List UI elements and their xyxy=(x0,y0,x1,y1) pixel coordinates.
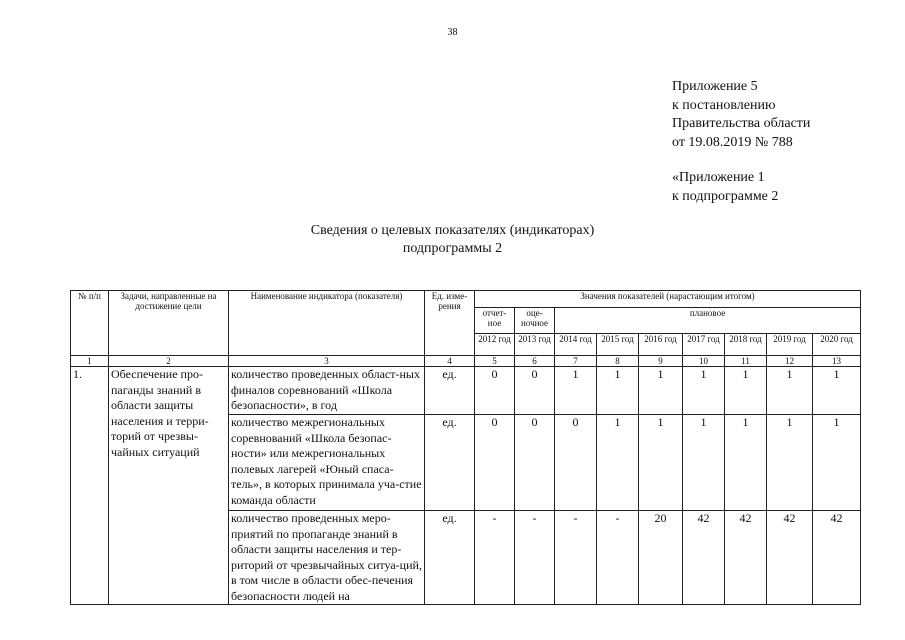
value-cell: 42 xyxy=(767,511,813,605)
year-header: 2019 год xyxy=(767,334,813,356)
value-cell: 1 xyxy=(725,415,767,511)
column-number: 10 xyxy=(683,356,725,367)
column-number: 13 xyxy=(813,356,861,367)
appendix-block xyxy=(672,78,810,206)
value-cell: 0 xyxy=(515,367,555,415)
value-cell: - xyxy=(475,511,515,605)
value-cell: - xyxy=(597,511,639,605)
column-number: 7 xyxy=(555,356,597,367)
table-row xyxy=(71,367,861,415)
value-cell: 42 xyxy=(725,511,767,605)
header-planned: плановое xyxy=(555,308,861,334)
year-header: 2020 год xyxy=(813,334,861,356)
column-number: 6 xyxy=(515,356,555,367)
year-header: 2014 год xyxy=(555,334,597,356)
appendix-line: Приложение 5 xyxy=(672,79,758,94)
indicator-cell: количество межрегиональных соревнований «Школа безопас-ности» или межрегиональных полевых лагерей «Юный спаса-тель», в которых принимала уча-стие команда области xyxy=(229,415,425,511)
value-cell: 1 xyxy=(597,367,639,415)
header-values: Значения показателей (нарастающим итогом) xyxy=(475,291,861,308)
indicator-cell: количество проведенных меро-приятий по пропаганде знаний в области защиты населения и тер-риторий от чрезвычайных ситуа-ций, в том числе в области обес-печения безопасности людей на xyxy=(229,511,425,605)
unit-cell: ед. xyxy=(425,415,475,511)
value-cell: 1 xyxy=(683,415,725,511)
value-cell: 1 xyxy=(813,367,861,415)
value-cell: 1 xyxy=(683,367,725,415)
year-header: 2012 год xyxy=(475,334,515,356)
document-title xyxy=(0,222,905,258)
column-number: 2 xyxy=(109,356,229,367)
value-cell: 1 xyxy=(725,367,767,415)
value-cell: 1 xyxy=(555,367,597,415)
year-header: 2013 год xyxy=(515,334,555,356)
appendix-line: Правительства области xyxy=(672,116,811,131)
task-cell: Обеспечение про-паганды знаний в области защиты населения и терри-торий от чрезвы-чайных ситуаций xyxy=(109,367,229,605)
header-no: № п/п xyxy=(71,291,109,356)
header-indicator: Наименование индикатора (показателя) xyxy=(229,291,425,356)
column-number: 11 xyxy=(725,356,767,367)
year-header: 2018 год xyxy=(725,334,767,356)
appendix-line: от 19.08.2019 № 788 xyxy=(672,134,793,150)
header-estimated: оце-ночное xyxy=(515,308,555,334)
sub-appendix-line: «Приложение 1 xyxy=(672,170,765,185)
year-header: 2017 год xyxy=(683,334,725,356)
column-number: 3 xyxy=(229,356,425,367)
value-cell: - xyxy=(515,511,555,605)
value-cell: 1 xyxy=(597,415,639,511)
indicators-table xyxy=(70,290,861,605)
value-cell: 1 xyxy=(813,415,861,511)
header-tasks: Задачи, направленные на достижение цели xyxy=(109,291,229,356)
value-cell: 42 xyxy=(813,511,861,605)
value-cell: 0 xyxy=(475,415,515,511)
value-cell: 1 xyxy=(639,367,683,415)
value-cell: 42 xyxy=(683,511,725,605)
title-line: подпрограммы 2 xyxy=(402,241,503,256)
column-number: 5 xyxy=(475,356,515,367)
value-cell: 20 xyxy=(639,511,683,605)
column-number: 8 xyxy=(597,356,639,367)
value-cell: 0 xyxy=(475,367,515,415)
year-header: 2016 год xyxy=(639,334,683,356)
value-cell: 1 xyxy=(767,415,813,511)
title-line: Сведения о целевых показателях (индикаторах) xyxy=(310,223,595,238)
page-number: 38 xyxy=(447,27,458,38)
unit-cell: ед. xyxy=(425,367,475,415)
column-number: 12 xyxy=(767,356,813,367)
value-cell: 1 xyxy=(767,367,813,415)
value-cell: 1 xyxy=(639,415,683,511)
column-number: 9 xyxy=(639,356,683,367)
header-reported: отчет-ное xyxy=(475,308,515,334)
year-header: 2015 год xyxy=(597,334,639,356)
indicator-cell: количество проведенных област-ных финалов соревнований «Школа безопасности», в год xyxy=(229,367,425,415)
value-cell: 0 xyxy=(555,415,597,511)
value-cell: 0 xyxy=(515,415,555,511)
unit-cell: ед. xyxy=(425,511,475,605)
value-cell: - xyxy=(555,511,597,605)
header-unit: Ед. изме-рения xyxy=(425,291,475,356)
appendix-line: к постановлению xyxy=(672,97,776,113)
column-number: 4 xyxy=(425,356,475,367)
row-number: 1. xyxy=(71,367,109,605)
sub-appendix-line: к подпрограмме 2 xyxy=(672,188,779,204)
column-number: 1 xyxy=(71,356,109,367)
